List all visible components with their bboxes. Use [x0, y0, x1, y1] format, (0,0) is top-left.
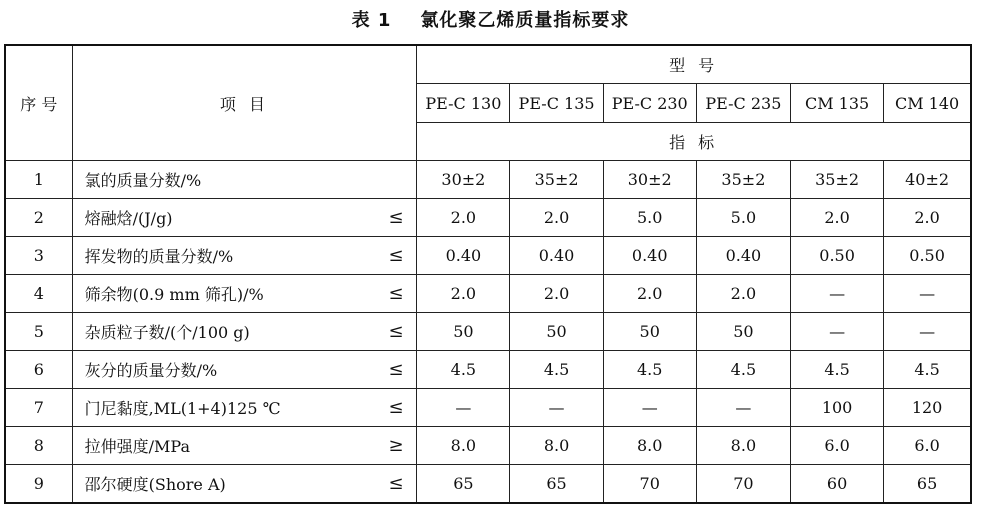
- row-value: 2.0: [417, 275, 510, 313]
- row-value: 8.0: [417, 427, 510, 465]
- table-row: [5, 389, 971, 427]
- table-row: [5, 427, 971, 465]
- table-row: [5, 351, 971, 389]
- row-value: 50: [603, 313, 696, 351]
- row-value: 8.0: [696, 427, 790, 465]
- row-number: 3: [5, 237, 72, 275]
- row-value: 2.0: [791, 199, 884, 237]
- row-value: —: [603, 389, 696, 427]
- row-value: 40±2: [884, 161, 971, 199]
- row-value: 8.0: [603, 427, 696, 465]
- row-comparator: ≤: [376, 465, 417, 504]
- row-value: 4.5: [884, 351, 971, 389]
- row-value: 0.40: [417, 237, 510, 275]
- row-value: 0.50: [791, 237, 884, 275]
- row-comparator: ≤: [376, 275, 417, 313]
- row-value: 50: [510, 313, 603, 351]
- model-header: PE-C 130: [417, 84, 510, 123]
- row-value: —: [696, 389, 790, 427]
- row-value: 5.0: [696, 199, 790, 237]
- row-item: 熔融焓/(J/g): [72, 199, 376, 237]
- row-number: 5: [5, 313, 72, 351]
- row-number: 8: [5, 427, 72, 465]
- row-value: 30±2: [417, 161, 510, 199]
- caption-title: 氯化聚乙烯质量指标要求: [420, 10, 630, 31]
- row-value: 100: [791, 389, 884, 427]
- row-value: 4.5: [417, 351, 510, 389]
- row-number: 9: [5, 465, 72, 504]
- row-value: 4.5: [603, 351, 696, 389]
- row-value: 2.0: [696, 275, 790, 313]
- row-value: 30±2: [603, 161, 696, 199]
- caption-prefix: 表 1: [351, 10, 392, 31]
- model-header: CM 135: [791, 84, 884, 123]
- row-item: 挥发物的质量分数/%: [72, 237, 376, 275]
- row-value: 60: [791, 465, 884, 504]
- model-header: CM 140: [884, 84, 971, 123]
- row-value: 35±2: [510, 161, 603, 199]
- row-comparator: ≥: [376, 427, 417, 465]
- row-value: 6.0: [884, 427, 971, 465]
- row-item: 拉伸强度/MPa: [72, 427, 376, 465]
- row-item: 杂质粒子数/(个/100 g): [72, 313, 376, 351]
- row-item: 氯的质量分数/%: [72, 161, 417, 199]
- model-header: PE-C 135: [510, 84, 603, 123]
- row-value: 6.0: [791, 427, 884, 465]
- row-value: 0.40: [510, 237, 603, 275]
- model-header: PE-C 235: [696, 84, 790, 123]
- quality-table: [4, 44, 972, 504]
- row-value: 2.0: [884, 199, 971, 237]
- row-value: 2.0: [603, 275, 696, 313]
- row-value: —: [510, 389, 603, 427]
- table-row: [5, 199, 971, 237]
- row-value: 0.50: [884, 237, 971, 275]
- header-seq: 序 号: [5, 45, 72, 161]
- row-value: 0.40: [696, 237, 790, 275]
- row-item: 门尼黏度,ML(1+4)125 ℃: [72, 389, 376, 427]
- row-value: 120: [884, 389, 971, 427]
- row-number: 4: [5, 275, 72, 313]
- row-value: 65: [417, 465, 510, 504]
- row-value: —: [791, 313, 884, 351]
- row-comparator: ≤: [376, 389, 417, 427]
- row-number: 2: [5, 199, 72, 237]
- table-row: [5, 275, 971, 313]
- table-row: [5, 465, 971, 504]
- row-comparator: ≤: [376, 237, 417, 275]
- table-row: [5, 237, 971, 275]
- row-value: 2.0: [510, 275, 603, 313]
- table-row: [5, 161, 971, 199]
- row-number: 6: [5, 351, 72, 389]
- row-value: 4.5: [510, 351, 603, 389]
- row-value: 35±2: [791, 161, 884, 199]
- header-type-group: 型 号: [417, 45, 971, 84]
- row-value: 0.40: [603, 237, 696, 275]
- row-value: —: [417, 389, 510, 427]
- row-value: 50: [696, 313, 790, 351]
- row-value: 5.0: [603, 199, 696, 237]
- row-value: —: [884, 313, 971, 351]
- row-number: 7: [5, 389, 72, 427]
- row-value: 2.0: [510, 199, 603, 237]
- row-value: 35±2: [696, 161, 790, 199]
- row-item: 邵尔硬度(Shore A): [72, 465, 376, 504]
- row-value: 70: [603, 465, 696, 504]
- table-caption: [0, 6, 981, 32]
- row-comparator: ≤: [376, 199, 417, 237]
- row-comparator: ≤: [376, 313, 417, 351]
- row-comparator: ≤: [376, 351, 417, 389]
- row-value: 8.0: [510, 427, 603, 465]
- table-row: [5, 313, 971, 351]
- row-value: 50: [417, 313, 510, 351]
- row-value: 4.5: [791, 351, 884, 389]
- row-value: 4.5: [696, 351, 790, 389]
- model-header: PE-C 230: [603, 84, 696, 123]
- header-item: 项 目: [72, 45, 417, 161]
- row-item: 灰分的质量分数/%: [72, 351, 376, 389]
- header-index-group: 指 标: [417, 123, 971, 161]
- row-number: 1: [5, 161, 72, 199]
- row-value: 2.0: [417, 199, 510, 237]
- row-value: —: [884, 275, 971, 313]
- row-value: 65: [884, 465, 971, 504]
- row-item: 筛余物(0.9 mm 筛孔)/%: [72, 275, 376, 313]
- row-value: 65: [510, 465, 603, 504]
- row-value: —: [791, 275, 884, 313]
- row-value: 70: [696, 465, 790, 504]
